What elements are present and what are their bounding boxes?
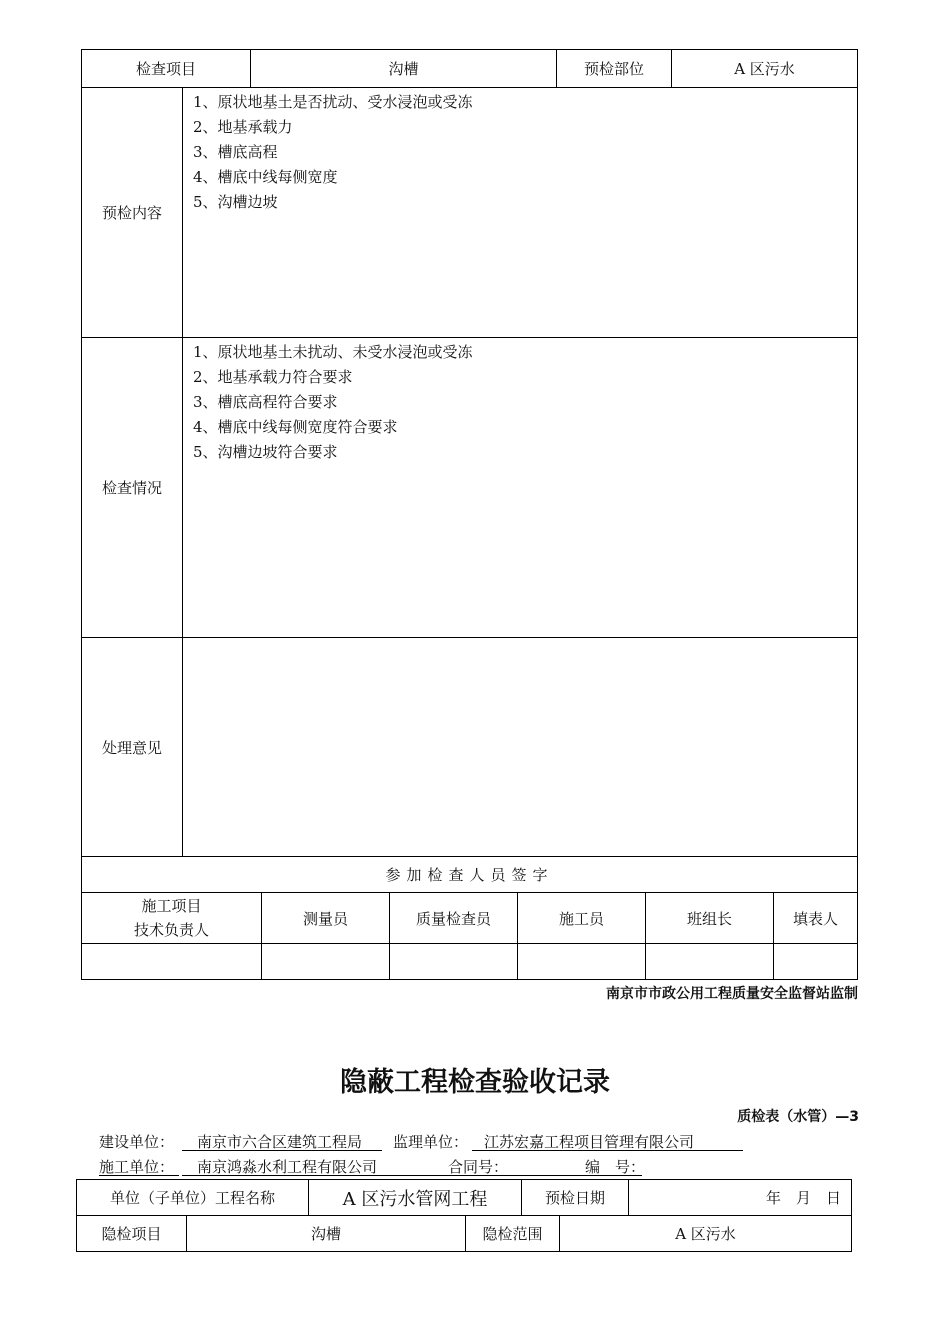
hidden-scope-value[interactable]: A 区污水 bbox=[559, 1215, 852, 1252]
check-date-text: 年 月 日 bbox=[765, 1189, 841, 1207]
check-date-label: 预检日期 bbox=[521, 1179, 629, 1216]
owner-value[interactable]: 南京市六合区建筑工程局 bbox=[197, 1133, 363, 1151]
item-value[interactable]: 沟槽 bbox=[250, 49, 557, 88]
owner-label: 建设单位： bbox=[99, 1133, 175, 1151]
tech-lead-line1: 施工项目 bbox=[141, 897, 202, 915]
findings-box[interactable] bbox=[182, 337, 858, 638]
team-leader-signature[interactable] bbox=[645, 943, 774, 980]
team-leader-header: 班组长 bbox=[645, 892, 774, 944]
form-title: 隐蔽工程检查验收记录 bbox=[340, 1067, 610, 1098]
quality-inspector-signature[interactable] bbox=[389, 943, 518, 980]
content-item: 1、原状地基土是否扰动、受水浸泡或受冻 bbox=[193, 93, 473, 111]
surveyor-signature[interactable] bbox=[261, 943, 390, 980]
project-name-label: 单位（子单位）工程名称 bbox=[76, 1179, 309, 1216]
contractor-label: 施工单位： bbox=[99, 1158, 175, 1176]
findings-item: 4、槽底中线每侧宽度符合要求 bbox=[193, 418, 398, 436]
issuer-footer: 南京市市政公用工程质量安全监督站监制 bbox=[606, 986, 858, 1002]
supervisor-underline bbox=[472, 1150, 743, 1151]
quality-inspector-header: 质量检查员 bbox=[389, 892, 518, 944]
contractor-underline bbox=[182, 1175, 642, 1176]
content-item: 5、沟槽边坡 bbox=[193, 193, 278, 211]
content-item: 3、槽底高程 bbox=[193, 143, 278, 161]
owner-underline bbox=[182, 1150, 382, 1151]
form-code: 质检表（水管）—3 bbox=[737, 1109, 859, 1125]
contract-label: 合同号： bbox=[448, 1158, 509, 1176]
findings-list bbox=[193, 340, 473, 465]
number-label: 编 号： bbox=[585, 1158, 646, 1176]
constructor-header: 施工员 bbox=[517, 892, 646, 944]
hidden-scope-label: 隐检范围 bbox=[465, 1215, 560, 1252]
content-list bbox=[193, 90, 473, 215]
findings-label: 检查情况 bbox=[81, 337, 183, 638]
check-date-value[interactable] bbox=[628, 1179, 852, 1216]
findings-item: 2、地基承载力符合要求 bbox=[193, 368, 353, 386]
location-value[interactable]: A 区污水 bbox=[671, 49, 858, 88]
project-name-value[interactable]: A 区污水管网工程 bbox=[308, 1179, 522, 1216]
findings-item: 5、沟槽边坡符合要求 bbox=[193, 443, 338, 461]
content-item: 2、地基承载力 bbox=[193, 118, 293, 136]
tech-lead-signature[interactable] bbox=[81, 943, 262, 980]
contractor-value[interactable]: 南京鸿淼水利工程有限公司 bbox=[197, 1158, 378, 1176]
form-filler-signature[interactable] bbox=[773, 943, 858, 980]
hidden-item-label: 隐检项目 bbox=[76, 1215, 187, 1252]
constructor-signature[interactable] bbox=[517, 943, 646, 980]
findings-item: 1、原状地基土未扰动、未受水浸泡或受冻 bbox=[193, 343, 473, 361]
content-box[interactable] bbox=[182, 87, 858, 338]
tech-lead-header bbox=[81, 892, 262, 944]
contractor-label-underline bbox=[99, 1175, 179, 1176]
content-item: 4、槽底中线每侧宽度 bbox=[193, 168, 338, 186]
hidden-item-value[interactable]: 沟槽 bbox=[186, 1215, 466, 1252]
supervisor-value[interactable]: 江苏宏嘉工程项目管理有限公司 bbox=[484, 1133, 695, 1151]
surveyor-header: 测量员 bbox=[261, 892, 390, 944]
form-filler-header: 填表人 bbox=[773, 892, 858, 944]
item-label: 检查项目 bbox=[81, 49, 251, 88]
content-label: 预检内容 bbox=[81, 87, 183, 338]
location-label: 预检部位 bbox=[556, 49, 672, 88]
supervisor-label: 监理单位： bbox=[393, 1133, 469, 1151]
opinion-label: 处理意见 bbox=[81, 637, 183, 857]
tech-lead-line2: 技术负责人 bbox=[133, 921, 209, 939]
signature-header: 参加检查人员签字 bbox=[81, 856, 858, 893]
findings-item: 3、槽底高程符合要求 bbox=[193, 393, 338, 411]
opinion-box[interactable] bbox=[182, 637, 858, 857]
